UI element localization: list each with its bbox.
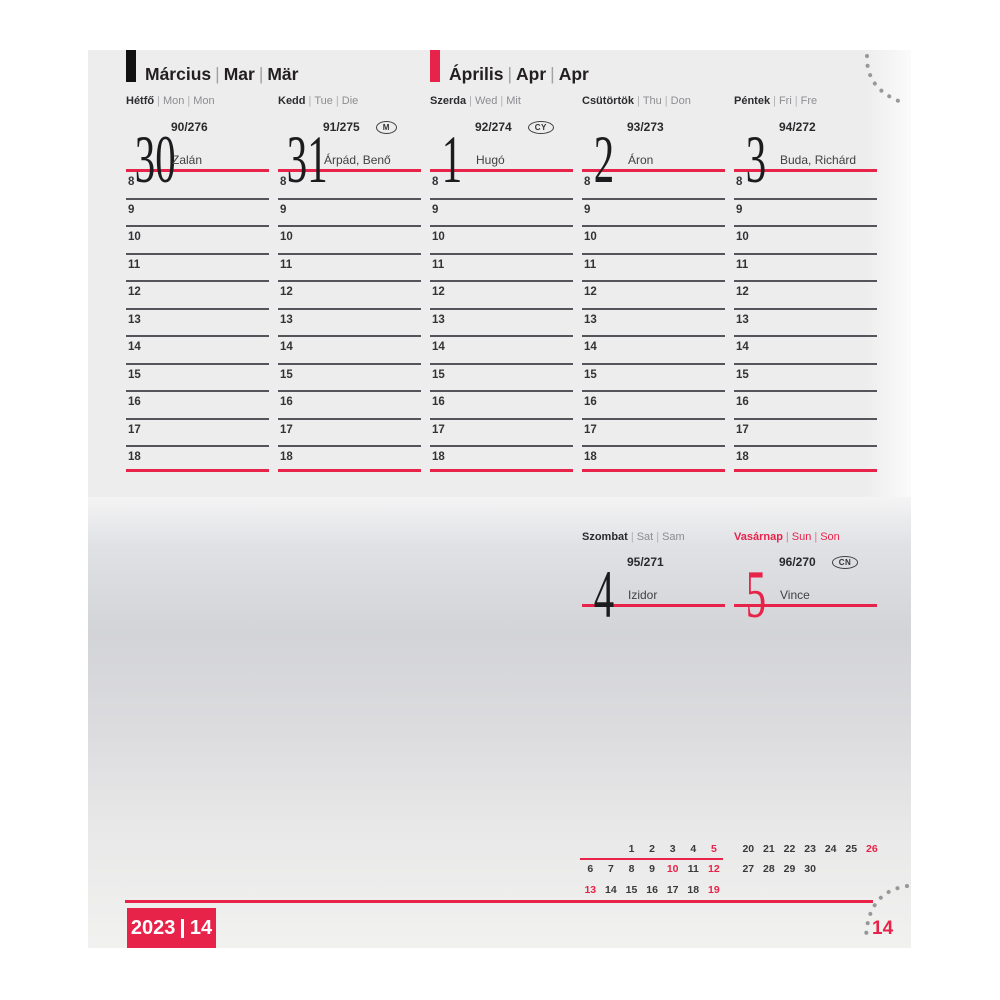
hour-grid <box>582 172 725 472</box>
hour-label: 16 <box>432 396 445 408</box>
week-number-label: 14 <box>189 916 213 939</box>
weekday-name-hu: Szerda <box>430 95 467 107</box>
mini-calendar-day: 29 <box>783 863 796 876</box>
month-header-march <box>126 50 298 82</box>
name-day: Árpád, Benő <box>324 153 391 167</box>
hour-row <box>126 392 269 420</box>
hour-row <box>278 392 421 420</box>
weekday-name-de: Mon <box>193 95 215 107</box>
weekday-name-hu: Vasárnap <box>734 531 783 543</box>
name-day: Áron <box>628 153 654 167</box>
hour-row <box>734 200 877 228</box>
hour-label: 15 <box>280 368 293 381</box>
hour-label: 17 <box>584 423 597 436</box>
oval-badge: CN <box>832 556 859 569</box>
day-of-year-ordinal: 93/273 <box>627 120 664 134</box>
hour-label: 10 <box>128 231 141 243</box>
hour-label: 17 <box>280 423 293 436</box>
hour-row <box>430 282 573 310</box>
hour-label: 16 <box>128 396 141 408</box>
mini-calendar-day: 11 <box>687 863 699 876</box>
separator: | <box>630 531 634 543</box>
saturday-column <box>582 531 725 632</box>
day-meta <box>627 120 664 134</box>
hour-label: 10 <box>432 231 445 243</box>
hour-row <box>582 392 725 420</box>
hour-label: 11 <box>584 258 597 271</box>
hour-label: 18 <box>736 451 749 463</box>
mini-calendar-left-block <box>580 843 726 904</box>
weekday-name-de: Die <box>341 95 359 107</box>
separator: | <box>187 95 191 107</box>
month-title <box>145 66 298 82</box>
hour-row <box>582 337 725 365</box>
hour-row <box>734 255 877 283</box>
hour-label: 12 <box>432 286 445 298</box>
hour-label: 8 <box>128 176 135 188</box>
hour-label: 10 <box>584 231 597 243</box>
mini-calendar-day: 6 <box>587 863 594 876</box>
day-number: 2 <box>593 121 615 197</box>
month-bar-icon <box>430 50 440 82</box>
mini-calendar-day <box>820 863 841 883</box>
day-of-year-ordinal: 91/275 <box>323 120 360 134</box>
month-header-april <box>430 50 589 82</box>
hour-label: 13 <box>432 313 445 326</box>
month-name-en: Mar <box>223 64 255 84</box>
hour-row <box>126 227 269 255</box>
year-week-badge <box>127 908 216 948</box>
planner-page <box>88 50 911 948</box>
hour-row <box>430 420 573 448</box>
mini-calendar-day: 18 <box>687 883 700 896</box>
mini-calendar-day: 14 <box>605 883 617 896</box>
hour-label: 8 <box>584 176 591 188</box>
weekday-name-en: Sat <box>636 531 654 543</box>
day-number: 4 <box>593 556 615 632</box>
separator: | <box>500 95 504 107</box>
name-day: Vince <box>780 588 810 602</box>
separator: | <box>258 64 264 84</box>
mini-calendar-day: 9 <box>649 863 655 876</box>
hour-label: 8 <box>280 176 287 188</box>
weekday-name-en: Tue <box>314 95 333 107</box>
hour-row <box>278 447 421 472</box>
weekday-name-hu: Szombat <box>582 531 628 543</box>
weekday-name-de: Fre <box>800 95 818 107</box>
hour-row <box>278 337 421 365</box>
day-meta <box>779 555 858 569</box>
hour-row <box>430 310 573 338</box>
hour-label: 14 <box>280 341 293 353</box>
separator: | <box>636 95 640 107</box>
hour-label: 13 <box>736 313 749 326</box>
oval-badge: CY <box>528 121 554 134</box>
hour-row <box>430 337 573 365</box>
mini-calendar-day: 26 <box>866 843 878 855</box>
day-meta <box>171 120 208 134</box>
hour-row <box>582 255 725 283</box>
mini-calendar-day: 7 <box>607 863 614 876</box>
hour-row <box>430 447 573 472</box>
weekday-name-de: Don <box>670 95 691 107</box>
hour-row <box>582 365 725 393</box>
hour-label: 15 <box>736 368 749 381</box>
separator: | <box>656 531 660 543</box>
hour-label: 11 <box>432 258 445 271</box>
weekday-name-hu: Hétfő <box>126 95 155 107</box>
month-name-hu: Április <box>449 64 504 84</box>
separator: | <box>794 95 798 107</box>
day-header <box>582 116 725 197</box>
separator: | <box>469 95 472 107</box>
weekday-name-hu: Csütörtök <box>582 95 634 107</box>
day-header <box>734 116 877 197</box>
day-of-week-label <box>430 95 573 109</box>
hour-label: 16 <box>584 396 597 408</box>
hour-row <box>734 365 877 393</box>
hour-row <box>278 282 421 310</box>
hour-label: 9 <box>736 203 743 216</box>
day-of-year-ordinal: 96/270 <box>779 555 816 569</box>
day-column <box>734 95 877 472</box>
hour-row <box>582 200 725 228</box>
day-column <box>582 95 725 472</box>
hour-label: 10 <box>736 231 749 243</box>
hour-label: 9 <box>280 203 287 216</box>
day-number: 31 <box>286 121 328 197</box>
day-of-year-ordinal: 95/271 <box>627 555 664 569</box>
hour-label: 9 <box>584 203 591 216</box>
mini-calendar-row <box>580 884 726 904</box>
day-meta <box>627 555 664 569</box>
mini-calendar-day: 28 <box>763 863 775 876</box>
mini-calendar-day <box>862 863 883 883</box>
hour-label: 18 <box>432 451 445 463</box>
hour-row <box>278 255 421 283</box>
hour-row <box>734 227 877 255</box>
hour-row <box>734 337 877 365</box>
separator: | <box>335 95 339 107</box>
hour-row <box>278 420 421 448</box>
mini-calendar-row <box>580 863 726 883</box>
day-of-year-ordinal: 90/276 <box>171 120 208 134</box>
day-header <box>582 551 725 632</box>
mini-calendar-day: 20 <box>742 843 755 855</box>
separator: | <box>215 64 220 84</box>
mini-calendar-day: 2 <box>649 843 655 855</box>
hour-row <box>430 200 573 228</box>
hour-label: 16 <box>736 396 749 408</box>
mini-calendar-day <box>601 843 622 863</box>
hour-label: 15 <box>128 368 141 381</box>
hour-row <box>278 200 421 228</box>
separator: | <box>308 95 312 107</box>
day-of-year-ordinal: 94/272 <box>779 120 816 134</box>
hour-row <box>430 365 573 393</box>
name-day: Izidor <box>628 588 658 602</box>
mini-calendar-row <box>580 843 726 863</box>
year-label: 2023 <box>130 916 176 939</box>
weekday-name-de: Son <box>820 531 840 543</box>
separator: | <box>773 95 776 107</box>
weekday-name-en: Thu <box>642 95 662 107</box>
mini-calendar-day: 3 <box>669 843 676 855</box>
mini-calendar-day: 8 <box>628 863 635 876</box>
mini-calendar-day: 15 <box>625 883 638 896</box>
weekday-name-en: Fri <box>778 95 792 107</box>
hour-label: 12 <box>736 286 749 298</box>
hour-row <box>430 227 573 255</box>
hour-label: 16 <box>280 396 293 408</box>
weekday-name-de: Sam <box>662 531 685 543</box>
hour-row <box>126 420 269 448</box>
sunday-column <box>734 531 877 632</box>
day-of-week-label <box>582 531 725 545</box>
mini-calendar-day <box>580 843 601 863</box>
hour-label: 9 <box>128 203 135 216</box>
name-day: Hugó <box>476 153 505 167</box>
hour-row <box>278 227 421 255</box>
hour-row <box>582 310 725 338</box>
hour-row <box>278 365 421 393</box>
hour-label: 14 <box>128 341 141 353</box>
badge-divider <box>181 919 184 938</box>
day-of-week-label <box>126 95 269 109</box>
mini-calendar-day: 25 <box>845 843 858 855</box>
hour-label: 8 <box>736 176 743 188</box>
mini-calendar-day: 5 <box>710 843 717 855</box>
mini-calendar-day <box>841 863 862 883</box>
hour-label: 13 <box>280 313 293 326</box>
separator: | <box>507 64 513 84</box>
hour-label: 11 <box>736 258 749 271</box>
hour-label: 14 <box>432 341 445 353</box>
mini-calendar-day: 17 <box>666 883 679 896</box>
hour-row <box>734 282 877 310</box>
day-header <box>126 116 269 197</box>
hour-label: 18 <box>128 451 141 463</box>
mini-calendar-row <box>738 843 884 863</box>
hour-row <box>582 420 725 448</box>
mini-calendar-day: 27 <box>742 863 755 876</box>
hour-row <box>126 365 269 393</box>
mini-calendar-day: 10 <box>666 863 679 876</box>
mini-calendar-day: 30 <box>804 863 816 876</box>
hour-row <box>734 420 877 448</box>
hour-row <box>278 310 421 338</box>
hour-label: 17 <box>736 423 749 436</box>
weekday-name-en: Sun <box>791 531 812 543</box>
day-meta <box>475 120 554 134</box>
mini-calendar-day: 21 <box>763 843 775 855</box>
hour-label: 12 <box>584 286 597 298</box>
current-week-underline <box>580 858 723 861</box>
separator: | <box>814 531 818 543</box>
name-day: Buda, Richárd <box>780 153 857 167</box>
day-number: 1 <box>441 121 463 197</box>
hour-label: 11 <box>128 258 141 271</box>
hour-label: 14 <box>584 341 597 353</box>
hour-label: 8 <box>432 176 439 188</box>
hour-label: 17 <box>128 423 141 436</box>
separator: | <box>157 95 160 107</box>
hour-row <box>734 447 877 472</box>
hour-label: 15 <box>584 368 597 381</box>
mini-calendar-day: 1 <box>628 843 635 855</box>
hour-label: 14 <box>736 341 749 353</box>
mini-calendar-day: 22 <box>783 843 796 855</box>
hour-row <box>126 447 269 472</box>
hour-label: 9 <box>432 203 439 216</box>
hour-grid <box>278 172 421 472</box>
mini-calendar-day: 16 <box>646 883 658 896</box>
hour-row <box>126 282 269 310</box>
day-header <box>430 116 573 197</box>
mini-calendar-day: 4 <box>690 843 697 855</box>
separator: | <box>550 64 555 84</box>
hour-label: 12 <box>128 286 141 298</box>
day-header <box>278 116 421 197</box>
weekday-name-en: Wed <box>474 95 498 107</box>
name-day: Zalán <box>172 153 203 167</box>
weekday-name-de: Mit <box>506 95 521 107</box>
mini-calendar-day: 19 <box>708 883 720 896</box>
hour-grid <box>734 172 877 472</box>
hour-grid <box>430 172 573 472</box>
separator: | <box>664 95 668 107</box>
hour-row <box>126 200 269 228</box>
hour-label: 12 <box>280 286 293 298</box>
day-of-week-label <box>734 95 877 109</box>
day-column <box>278 95 421 472</box>
hour-row <box>582 227 725 255</box>
hour-label: 18 <box>584 451 597 463</box>
hour-label: 13 <box>128 313 141 326</box>
day-meta <box>779 120 816 134</box>
mini-calendar-day: 12 <box>708 863 720 876</box>
hour-label: 15 <box>432 368 445 381</box>
hour-row <box>430 255 573 283</box>
day-of-year-ordinal: 92/274 <box>475 120 512 134</box>
hour-row <box>582 447 725 472</box>
weekday-columns <box>126 95 877 472</box>
oval-badge: M <box>376 121 397 134</box>
day-meta <box>323 120 397 134</box>
month-name-en: Apr <box>516 64 547 84</box>
day-of-week-label <box>734 531 877 545</box>
weekday-name-en: Mon <box>162 95 185 107</box>
weekday-panel <box>88 50 911 497</box>
hour-label: 18 <box>280 451 293 463</box>
hour-row <box>126 337 269 365</box>
separator: | <box>785 531 789 543</box>
page-number: 14 <box>872 918 894 939</box>
hour-row <box>126 310 269 338</box>
mini-calendar-right-block <box>738 843 884 884</box>
day-number: 5 <box>745 556 767 632</box>
footer-rule <box>125 900 873 903</box>
mini-calendar-day: 24 <box>824 843 837 855</box>
hour-row <box>734 392 877 420</box>
day-header <box>734 551 877 632</box>
hour-row <box>734 310 877 338</box>
month-bar-icon <box>126 50 136 82</box>
month-name-de: Mär <box>267 64 299 84</box>
hour-label: 11 <box>280 258 293 271</box>
month-title <box>449 66 589 82</box>
day-number: 30 <box>134 121 176 197</box>
mini-calendar-row <box>738 863 884 883</box>
hour-grid <box>126 172 269 472</box>
day-column <box>430 95 573 472</box>
hour-label: 17 <box>432 423 445 436</box>
hour-row <box>430 392 573 420</box>
hour-row <box>126 255 269 283</box>
month-name-de: Apr <box>558 64 589 84</box>
hour-label: 13 <box>584 313 597 326</box>
day-of-week-label <box>278 95 421 109</box>
weekday-name-hu: Péntek <box>734 95 771 107</box>
mini-calendar-day: 23 <box>804 843 816 855</box>
hour-row <box>582 282 725 310</box>
day-column <box>126 95 269 472</box>
hour-label: 10 <box>280 231 293 243</box>
day-number: 3 <box>745 121 767 197</box>
mini-calendar-day: 13 <box>584 883 597 896</box>
day-of-week-label <box>582 95 725 109</box>
month-name-hu: Március <box>145 64 212 84</box>
weekday-name-hu: Kedd <box>278 95 306 107</box>
